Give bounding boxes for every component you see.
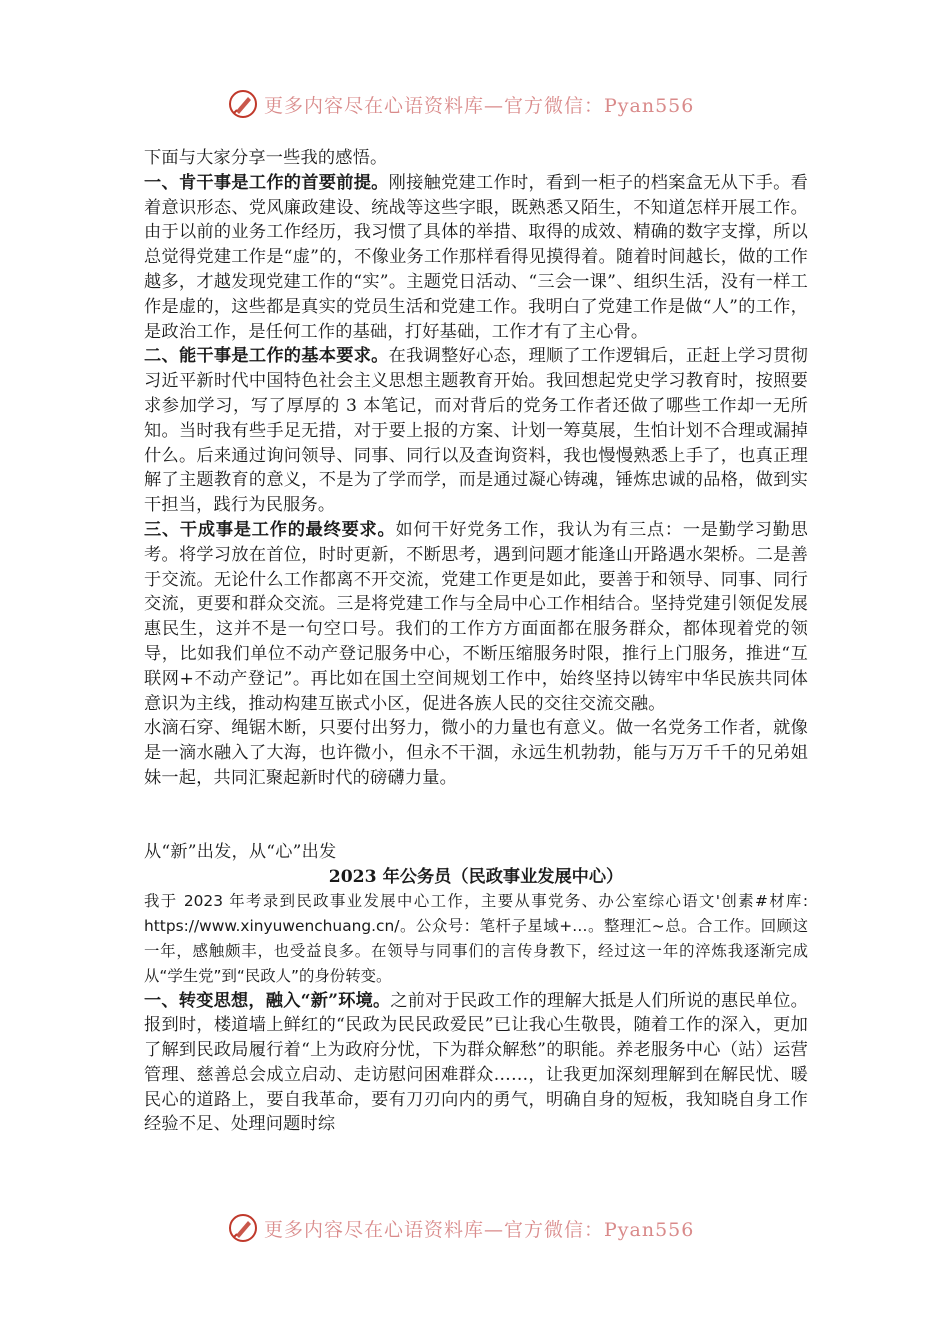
watermark-footer	[228, 1210, 728, 1246]
paragraph-heading: 二、能干事是工作的基本要求。	[144, 346, 389, 367]
section1-closing: 水滴石穿、绳锯木断，只要付出努力，微小的力量也有意义。做一名党务工作者，就像是一滴水融入了大海，也许微小，但永不干涸，永远生机勃勃，能与万万千千的兄弟姐妹一起，共同汇聚起新时代的磅礴力量。	[144, 718, 808, 788]
watermark-text: 更多内容尽在心语资料库—官方微信：Pyan556	[264, 1218, 695, 1241]
section1-paragraph-2	[144, 344, 808, 518]
section-spacer	[144, 791, 808, 840]
paragraph-body: 刚接触党建工作时，看到一柜子的档案盒无从下手。看着意识形态、党风廉政建设、统战等这些字眼，既熟悉又陌生，不知道怎样开展工作。由于以前的业务工作经历，我习惯了具体的举措、取得的成效、精确的数字支撑，所以总觉得党建工作是“虚”的，不像业务工作那样看得见摸得着。随着时间越长，做的工作越多，才越发现党建工作的“实”。主题党日活动、“三会一课”、组织生活，没有一样工作是虚的，这些都是真实的党员生活和党建工作。我明白了党建工作是做“人”的工作，是政治工作，是任何工作的基础，打好基础，工作才有了主心骨。	[144, 172, 808, 342]
pen-logo-icon	[228, 89, 258, 119]
pen-logo-icon	[228, 1213, 258, 1243]
watermark-header	[228, 86, 728, 122]
paragraph-body: 之前对于民政工作的理解大抵是人们所说的惠民单位。报到时，楼道墙上鲜红的“民政为民民政爱民”已让我心生敬畏，随着工作的深入，更加了解到民政局履行着“上为政府分忧，下为群众解愁”的职能。养老服务中心（站）运营管理、慈善总会成立启动、走访慰问困难群众……，让我更加深刻理解到在解民忧、暖民心的道路上，要自我革命，要有刀刃向内的勇气，明确自身的短板，我知晓自身工作经验不足、处理问题时综	[144, 990, 808, 1135]
section2-title: 2023 年公务员（民政事业发展中心）	[328, 866, 624, 887]
section2-intro: 我于 2023 年考录到民政事业发展中心工作，主要从事党务、办公室综心语文'创素#材库: https://www.xinyuwenchuang.cn/。公众号：笔杆子星域+…。整理汇~总。合工作。回顾这一年，感触颇丰，也受益良多。在领导与同事们的言传身教下，经过这一年的淬炼我逐渐完成从“学生党”到“民政人”的身份转变。	[144, 892, 808, 985]
section1-paragraph-3	[144, 518, 808, 716]
watermark-text: 更多内容尽在心语资料库—官方微信：Pyan556	[264, 94, 695, 117]
paragraph-body: 如何干好党务工作，我认为有三点：一是勤学习勤思考。将学习放在首位，时时更新，不断思考，遇到问题才能逢山开路遇水架桥。二是善于交流。无论什么工作都离不开交流，党建工作更是如此，要善于和领导、同事、同行交流，更要和群众交流。三是将党建工作与全局中心工作相结合。坚持党建引领促发展惠民生，这并不是一句空口号。我们的工作方方面面都在服务群众，都体现着党的领导，比如我们单位不动产登记服务中心，不断压缩服务时限，推行上门服务，推进“互联网+不动产登记”。再比如在国土空间规划工作中，始终坚持以铸牢中华民族共同体意识为主线，推动构建互嵌式小区，促进各族人民的交往交流交融。	[144, 519, 808, 714]
section2-subtitle: 从“新”出发，从“心”出发	[144, 841, 337, 862]
paragraph-heading: 三、干成事是工作的最终要求。	[144, 519, 396, 540]
document-body	[144, 146, 808, 1137]
section1-paragraph-1	[144, 171, 808, 345]
section2-paragraph-1	[144, 989, 808, 1138]
paragraph-heading: 一、肯干事是工作的首要前提。	[144, 172, 389, 193]
paragraph-heading: 一、转变思想，融入“新”环境。	[144, 990, 391, 1011]
section1-intro: 下面与大家分享一些我的感悟。	[144, 148, 388, 168]
paragraph-body: 在我调整好心态，理顺了工作逻辑后，正赶上学习贯彻习近平新时代中国特色社会主义思想主题教育开始。我回想起党史学习教育时，按照要求参加学习，写了厚厚的 3 本笔记，而对背后的党务工作者还做了哪些工作却一无所知。当时我有些手足无措，对于要上报的方案、计划一筹莫展，生怕计划不合理或漏掉什么。后来通过询问领导、同事、同行以及查询资料，我也慢慢熟悉上手了，也真正理解了主题教育的意义，不是为了学而学，而是通过凝心铸魂，锤炼忠诚的品格，做到实干担当，践行为民服务。	[144, 346, 808, 516]
